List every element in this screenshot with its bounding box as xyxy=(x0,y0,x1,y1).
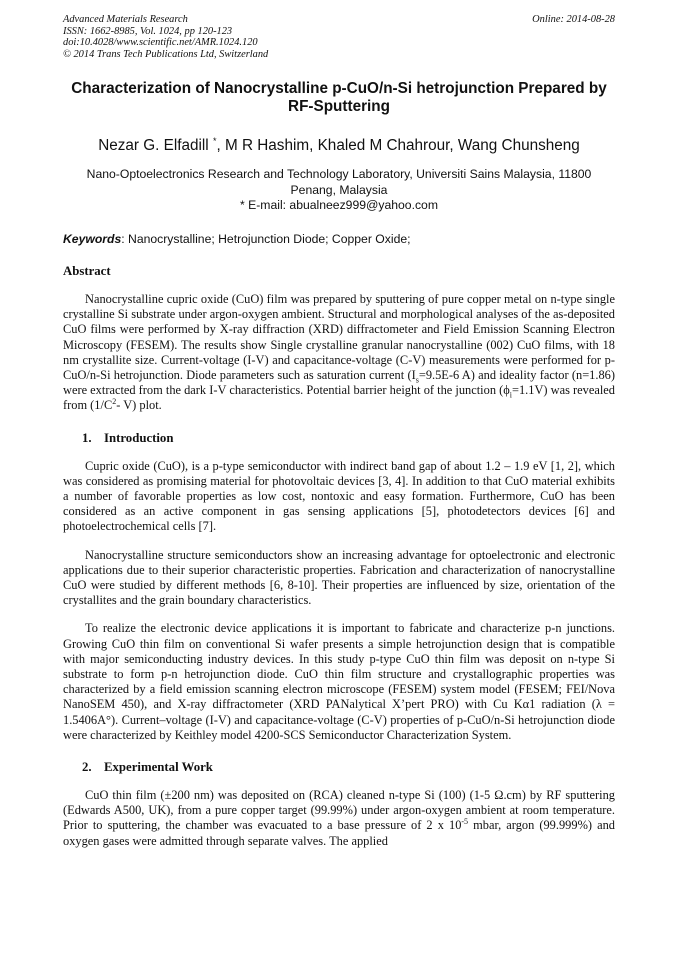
doi-line: doi:10.4028/www.scientific.net/AMR.1024.120 xyxy=(63,37,258,49)
keywords-line xyxy=(63,232,615,247)
journal-header xyxy=(63,14,615,60)
abstract-heading: Abstract xyxy=(63,263,111,278)
affiliation-block xyxy=(63,167,615,214)
online-date: Online: 2014-08-28 xyxy=(532,14,615,25)
intro-paragraph-3: To realize the electronic device applications it is important to fabricate and characterize p-n junctions. Growing CuO thin film on conventional Si wafer presents a simple hetrojunction design that is compatible with major semiconducting industry devices. In this study p-type CuO thin film was deposit on n-type Si substrate to form p-n hetrojunction diode. CuO thin film structure and crystallographic properties was characterized by a field emission scanning electron microscope (FESEM) system model (FESEM; FEI/Nova NanoSEM 450), and X-ray diffractometer (XRD PANalytical X’pert PRO) with Cu Kα1 radiation (λ = 1.5406A°). Current–voltage (I-V) and capacitance-voltage (C-V) properties of p-CuO/n-Si hetrojunction diode were characterized by Keithley model 4200-SCS Semiconductor Characterization System. xyxy=(63,621,615,742)
section-number: 2. xyxy=(82,760,92,775)
section-title: Experimental Work xyxy=(104,760,213,775)
section-number: 1. xyxy=(82,430,92,445)
issn-line: ISSN: 1662-8985, Vol. 1024, pp 120-123 xyxy=(63,25,233,37)
keywords-label: Keywords xyxy=(63,231,122,246)
first-author: Nezar G. Elfadill xyxy=(98,137,209,155)
experimental-paragraph-1: CuO thin film (±200 nm) was deposited on (RCA) cleaned n-type Si (100) (1-5 Ω.cm) by RF sputtering (Edwards A500, UK), from a pure copper target (99.99%) under argon-oxygen ambient at room temperature. Prior to sputtering, the chamber was evacuated to a base pressure of 2 x $10^{-5}$ mbar, argon (99.999%) and oxygen gases were admitted through separate valves. The applied xyxy=(63,788,615,848)
journal-name: Advanced Materials Research xyxy=(63,14,188,25)
corresponding-mark: * xyxy=(212,136,217,147)
intro-paragraph-1: Cupric oxide (CuO), is a p-type semiconductor with indirect band gap of about 1.2 – 1.9 eV [1, 2], which was considered as promising material for photovoltaic devices [3, 4]. In addition to that CuO material exhibits a number of favorable properties as low cost, nontoxic and easy formation. Furthermore, CuO has been considered as an active component in gas sensing applications [5], photodetectors devices [6] and photoelectrochemical cells [7]. xyxy=(63,458,615,534)
author-list xyxy=(63,132,615,155)
intro-paragraph-2: Nanocrystalline structure semiconductors show an increasing advantage for optoelectronic and electronic applications due to their superior characteristic properties. Fabrication and characterization of nanocrystalline CuO were studied by different methods [6, 8-10]. Their properties are influenced by size, orientation of the crystallites and the grain boundary characteristics. xyxy=(63,547,615,608)
section-title: Introduction xyxy=(104,430,174,445)
abstract-paragraph: Nanocrystalline cupric oxide (CuO) film was prepared by sputtering of pure copper metal on n-type single crystalline Si substrate under argon-oxygen ambient. Structural and morphological analyses of the as-deposited CuO films were performed by X-ray diffraction (XRD) diffractometer and Field Emission Scanning Electron Microscopy (FESEM). The results show Single crystalline granular nanocrystalline (002) CuO films, with 18 nm crystallite size. Current-voltage (I-V) and capacitance-voltage (C-V) measurements were performed for p-CuO/n-Si hetrojunction. Diode parameters such as saturation current ($I_s=9.5E-6$ A) and ideality factor (n=1.86) were extracted from the dark I-V characteristics. Potential barrier height of the junction $(\phi_i=1.1V)$ was revealed from ($1/C^2-$ V) plot. xyxy=(63,291,615,413)
experimental-heading xyxy=(63,760,615,775)
affiliation-text: Nano-Optoelectronics Research and Technology Laboratory, Universiti Sains Malaysia, 11800 Penang, Malaysia xyxy=(86,167,592,197)
copyright-line: © 2014 Trans Tech Publications Ltd, Switzerland xyxy=(63,48,269,60)
introduction-heading xyxy=(63,431,615,446)
keywords-text: : Nanocrystalline; Hetrojunction Diode; Copper Oxide; xyxy=(121,231,411,246)
other-authors: , M R Hashim, Khaled M Chahrour, Wang Chunsheng xyxy=(216,137,580,155)
contact-email: * E-mail: abualneez999@yahoo.com xyxy=(239,198,438,213)
paper-title: Characterization of Nanocrystalline p-CuO/n-Si hetrojunction Prepared by RF-Sputtering xyxy=(71,80,607,116)
